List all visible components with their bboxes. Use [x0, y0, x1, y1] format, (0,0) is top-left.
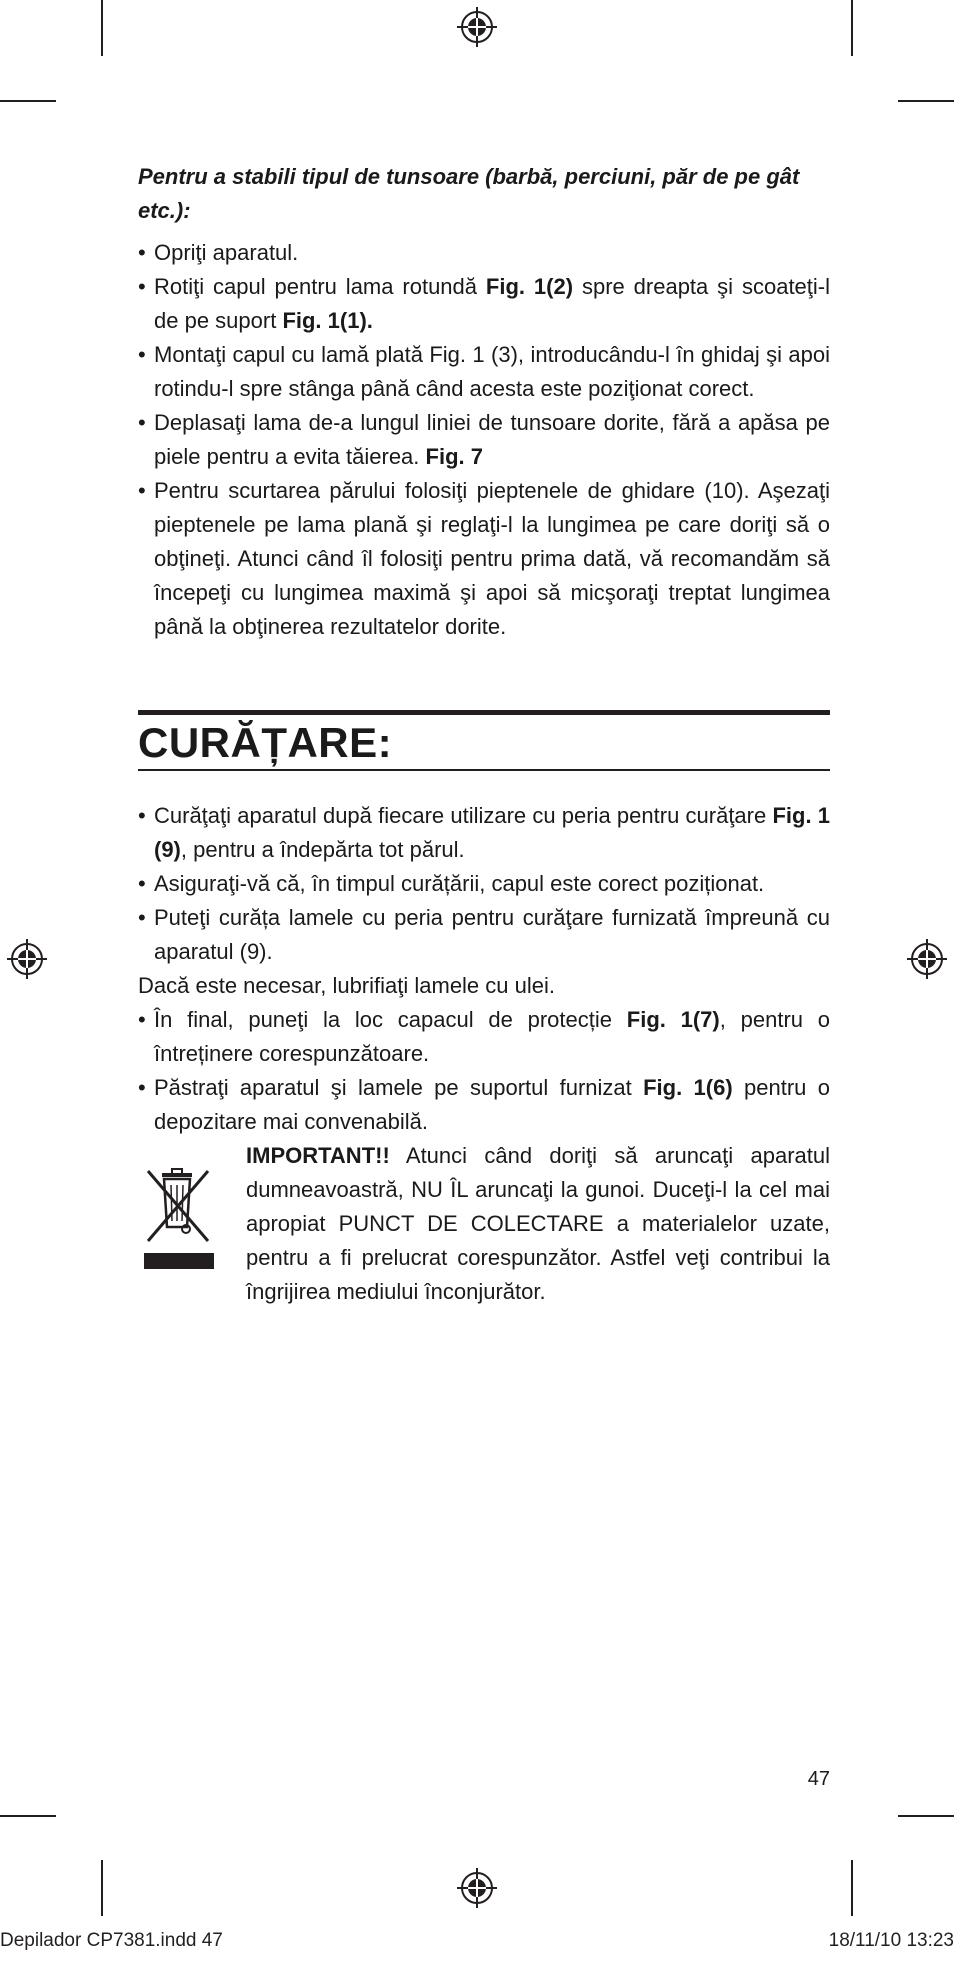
crop-mark — [101, 0, 103, 56]
list-item: • Montaţi capul cu lamă plată Fig. 1 (3), introducându-l în ghidaj şi apoi rotindu-l spre stânga până când acesta este poziţionat corect. — [138, 338, 830, 406]
figure-ref: Fig. 1(6) — [643, 1075, 733, 1100]
registration-mark-icon — [5, 937, 49, 981]
section-header — [138, 710, 830, 771]
important-text: IMPORTANT!! Atunci când doriţi să aruncaţi aparatul dumneavoastră, NU ÎL aruncaţi la gunoi. Duceţi-l la cel mai apropiat PUNCT DE COLECTARE a materialelor uzate, pentru a fi prelucrat corespunzător. Astfel veţi contribui la îngrijirea mediului înconjurător. — [246, 1143, 830, 1304]
page-content — [138, 160, 830, 1309]
figure-ref: Fig. 1(7) — [626, 1007, 720, 1032]
weee-crossed-bin-icon — [142, 1167, 216, 1271]
list-item: • Puteţi curăța lamele cu peria pentru curăţare furnizată împreună cu aparatul (9). — [138, 901, 830, 969]
list-item: • Curăţaţi aparatul după fiecare utilizare cu peria pentru curăţare Fig. 1 (9), pentru a îndepărta tot părul. — [138, 799, 830, 867]
list-item: • Asiguraţi-vă că, în timpul curățării, capul este corect poziționat. — [138, 867, 830, 901]
figure-ref: Fig. 7 — [425, 444, 483, 469]
cleaning-list — [138, 799, 830, 969]
crop-mark — [898, 100, 954, 102]
list-item: • Rotiţi capul pentru lama rotundă Fig. 1(2) spre dreapta şi scoateţi-l de pe suport Fig. 1(1). — [138, 270, 830, 338]
important-label: IMPORTANT!! — [246, 1143, 390, 1168]
important-notice — [138, 1139, 830, 1309]
cleaning-list-2 — [138, 1003, 830, 1139]
crop-mark — [0, 100, 56, 102]
cleaning-section — [138, 799, 830, 1309]
list-item: • Deplasaţi lama de-a lungul liniei de tunsoare dorite, fără a apăsa pe piele pentru a evita tăierea. Fig. 7 — [138, 406, 830, 474]
page-number: 47 — [807, 1768, 830, 1790]
figure-ref: Fig. 1 (9) — [154, 803, 830, 862]
section-title: CURĂȚARE: — [138, 719, 393, 766]
registration-mark-icon — [455, 5, 499, 49]
slug-date-time: 18/11/10 13:23 — [828, 1930, 954, 1951]
list-item: • În final, puneţi la loc capacul de protecție Fig. 1(7), pentru o întreținere corespunzătoare. — [138, 1003, 830, 1071]
steps-list — [138, 236, 830, 644]
slug-file-info: Depilador CP7381.indd 47 — [0, 1930, 223, 1951]
list-item: • Păstraţi aparatul şi lamele pe suportul furnizat Fig. 1(6) pentru o depozitare mai convenabilă. — [138, 1071, 830, 1139]
crop-mark — [101, 1860, 103, 1916]
registration-mark-icon — [905, 937, 949, 981]
list-item: • Opriţi aparatul. — [138, 236, 830, 270]
intro-heading: Pentru a stabili tipul de tunsoare (barbă, perciuni, păr de pe gât etc.): — [138, 164, 800, 223]
crop-mark — [851, 1860, 853, 1916]
crop-mark — [898, 1815, 954, 1817]
list-item: • Pentru scurtarea părului folosiţi pieptenele de ghidare (10). Aşezaţi pieptenele pe lama plană şi reglaţi-l la lungimea pe care doriţi să o obţineţi. Atunci când îl folosiţi pentru prima dată, vă recomandăm să începeţi cu lungimea maximă şi apoi să micşoraţi treptat lungimea până la obţinerea rezultatelor dorite. — [138, 474, 830, 644]
lubricate-note: Dacă este necesar, lubrifiaţi lamele cu ulei. — [138, 973, 555, 998]
figure-ref: Fig. 1(2) — [485, 274, 574, 299]
figure-ref: Fig. 1(1). — [282, 308, 373, 333]
crop-mark — [0, 1815, 56, 1817]
registration-mark-icon — [455, 1866, 499, 1910]
crop-mark — [851, 0, 853, 56]
